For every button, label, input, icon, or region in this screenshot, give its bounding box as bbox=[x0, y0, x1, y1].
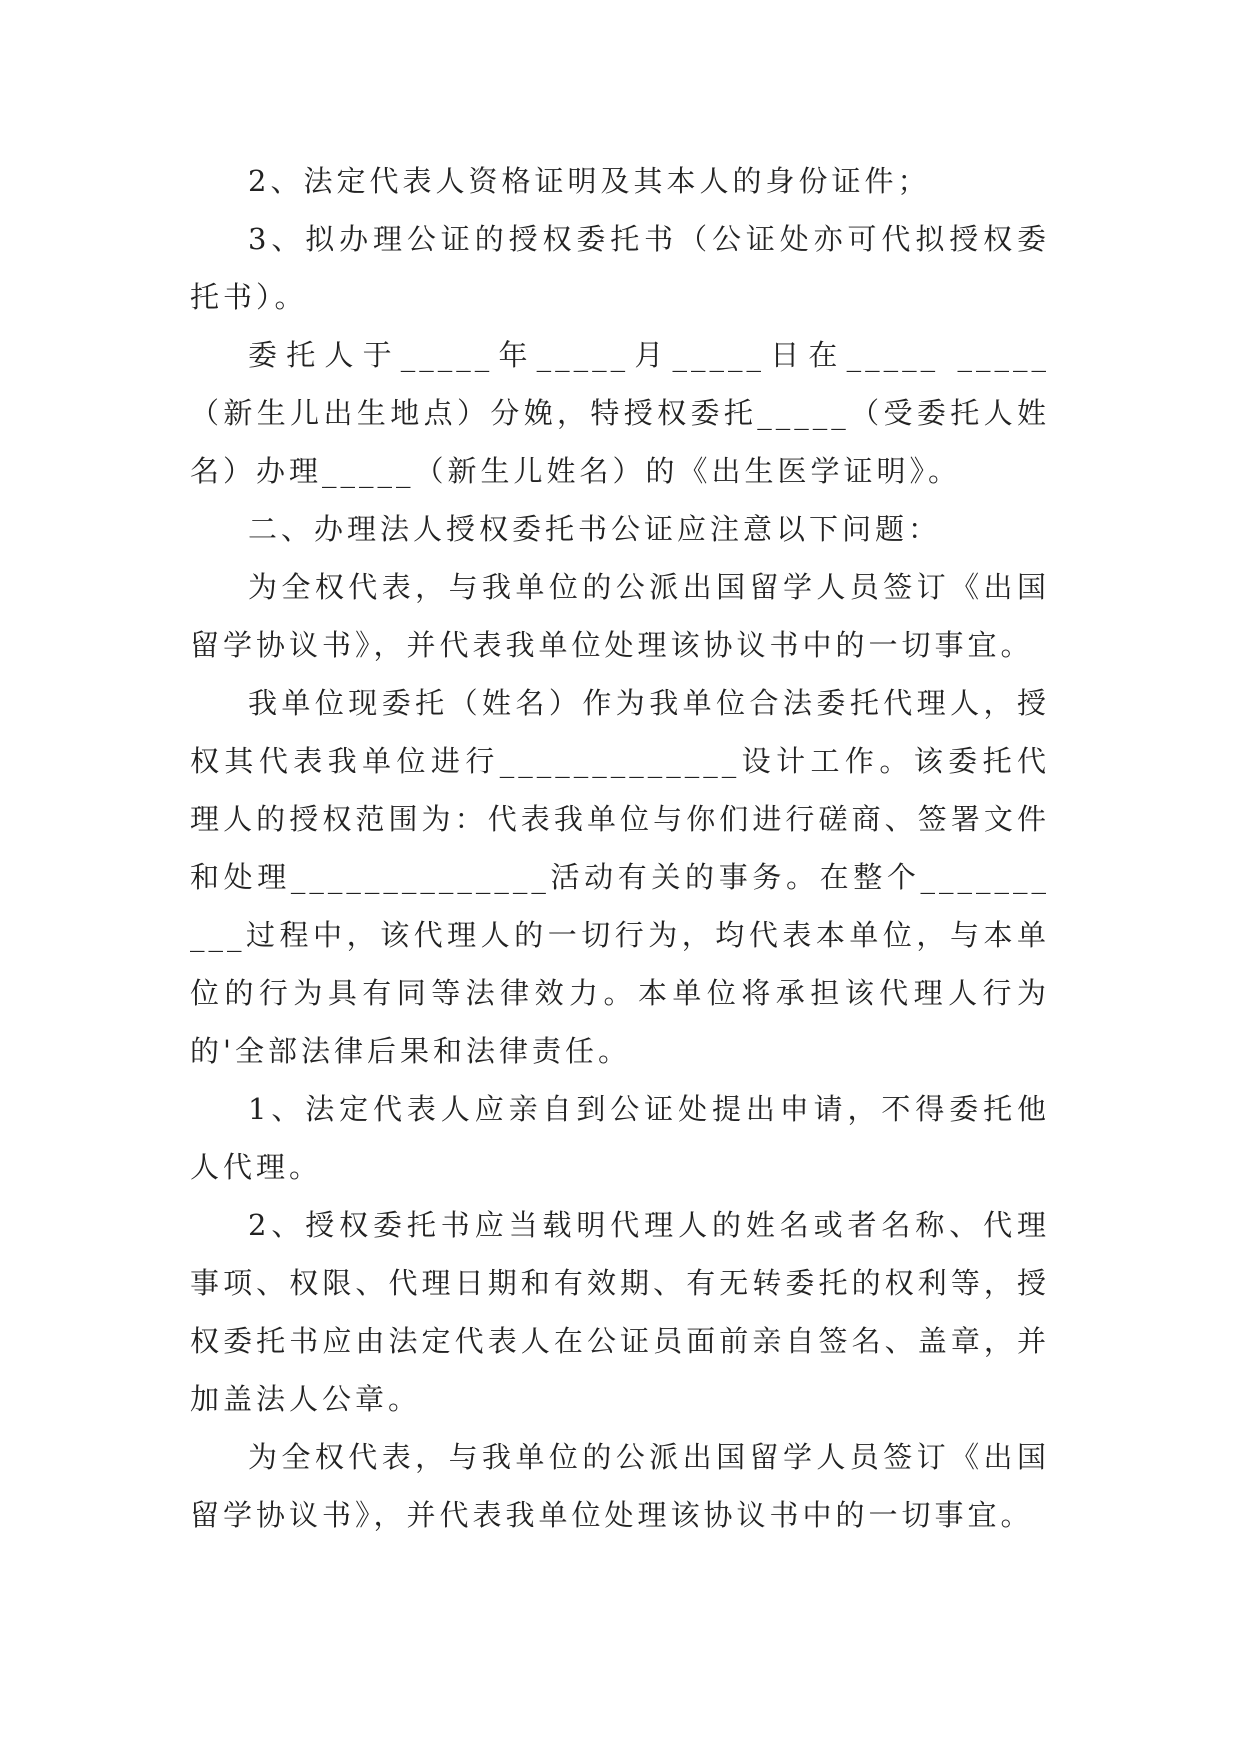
section-heading-notes: 二、办理法人授权委托书公证应注意以下问题： bbox=[248, 512, 942, 546]
paragraph-study-abroad-agreement-repeat: 为全权代表，与我单位的公派出国留学人员签订《出国留学协议书》，并代表我单位处理该协议书中的一切事宜。 bbox=[190, 1440, 1050, 1532]
document-body bbox=[190, 152, 1050, 1544]
paragraph-birth-certificate-authorization: 委托人于_____年_____月_____日在_____ _____ （新生儿出生地点）分娩，特授权委托_____（受委托人姓名）办理_____（新生儿姓名）的《出生医学证明》。 bbox=[190, 338, 1050, 488]
paragraph-note-1: 1、法定代表人应亲自到公证处提出申请，不得委托他人代理。 bbox=[190, 1092, 1050, 1184]
paragraph-study-abroad-agreement: 为全权代表，与我单位的公派出国留学人员签订《出国留学协议书》，并代表我单位处理该协议书中的一切事宜。 bbox=[190, 570, 1050, 662]
paragraph-required-documents-2: 2、法定代表人资格证明及其本人的身份证件； bbox=[248, 164, 931, 198]
paragraph-required-documents-3: 3、拟办理公证的授权委托书（公证处亦可代拟授权委托书）。 bbox=[190, 222, 1050, 314]
paragraph-agent-authorization: 我单位现委托（姓名）作为我单位合法委托代理人，授权其代表我单位进行_____________设计工作。该委托代理人的授权范围为：代表我单位与你们进行磋商、签署文件和处理______________活动有关的事务。在整个__________过程中，该代理人的一切行为，均代表本单位，与本单位的行为具有同等法律效力。本单位将承担该代理人行为的'全部法律后果和法律责任。 bbox=[190, 686, 1050, 1068]
paragraph-note-2: 2、授权委托书应当载明代理人的姓名或者名称、代理事项、权限、代理日期和有效期、有无转委托的权利等，授权委托书应由法定代表人在公证员面前亲自签名、盖章，并加盖法人公章。 bbox=[190, 1208, 1050, 1416]
